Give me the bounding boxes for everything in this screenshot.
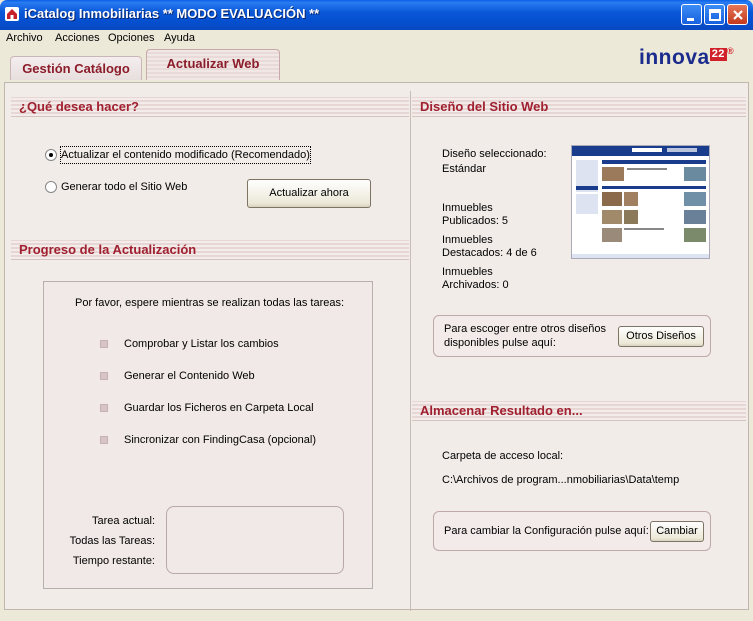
published-value: Publicados: 5: [442, 215, 509, 227]
archived-label: Inmuebles: [442, 266, 493, 278]
update-now-button[interactable]: Actualizar ahora: [247, 179, 371, 208]
window-title: iCatalog Inmobiliarias ** MODO EVALUACIÓN **: [24, 6, 320, 21]
change-config-text: Para cambiar la Configuración pulse aquí:: [444, 525, 649, 537]
remaining-time-label: Tiempo restante:: [72, 555, 155, 567]
design-selected-label: Diseño seleccionado:: [442, 148, 547, 160]
logo-badge: 22: [711, 48, 725, 60]
title-bar[interactable]: [0, 0, 753, 30]
maximize-button[interactable]: [704, 4, 725, 25]
option-all-label[interactable]: Generar todo el Sitio Web: [61, 181, 188, 193]
what-to-do-header: ¿Qué desea hacer?: [11, 97, 409, 117]
folder-label: Carpeta de acceso local:: [442, 450, 564, 462]
menu-acciones[interactable]: Acciones: [55, 32, 100, 44]
task-check-icon: [100, 340, 108, 348]
design-header: Diseño del Sitio Web: [412, 97, 746, 117]
task-check-icon: [100, 372, 108, 380]
featured-value: Destacados: 4 de 6: [442, 247, 537, 259]
logo-reg: ®: [726, 46, 735, 56]
close-button[interactable]: [727, 4, 748, 25]
house-icon: [4, 6, 20, 22]
design-thumbnail: [571, 145, 710, 259]
featured-label: Inmuebles: [442, 234, 493, 246]
task-label: Generar el Contenido Web: [124, 370, 255, 382]
change-button[interactable]: Cambiar: [650, 521, 704, 542]
other-designs-button[interactable]: Otros Diseños: [618, 326, 704, 347]
design-selected-value: Estándar: [442, 163, 487, 175]
other-designs-text-1: Para escoger entre otros diseños: [444, 323, 607, 335]
progress-box: [43, 281, 373, 589]
task-label: Guardar los Ficheros en Carpeta Local: [124, 402, 314, 414]
tab-strip: [0, 46, 753, 82]
menu-archivo[interactable]: Archivo: [6, 32, 43, 44]
change-config-box: [433, 511, 711, 551]
progress-header: Progreso de la Actualización: [11, 240, 409, 260]
logo-text: innova: [639, 46, 710, 69]
minimize-button[interactable]: [681, 4, 702, 25]
menu-bar: [0, 30, 753, 46]
option-modified-label[interactable]: Actualizar el contenido modificado (Recomendado): [61, 149, 310, 161]
other-designs-text-2: disponibles pulse aquí:: [444, 337, 556, 349]
folder-path: C:\Archivos de program...nmobiliarias\Data\temp: [442, 474, 680, 486]
published-label: Inmuebles: [442, 202, 493, 214]
innova-logo: [639, 46, 734, 72]
task-label: Comprobar y Listar los cambios: [124, 338, 279, 350]
tab-gestion-catalogo[interactable]: Gestión Catálogo: [10, 56, 142, 80]
task-label: Sincronizar con FindingCasa (opcional): [124, 434, 316, 446]
main-panel: [4, 82, 749, 610]
option-modified-row[interactable]: [45, 147, 345, 163]
all-tasks-label: Todas las Tareas:: [69, 535, 155, 547]
panel-divider: [410, 91, 411, 611]
progress-intro: Por favor, espere mientras se realizan todas las tareas:: [75, 297, 345, 309]
archived-value: Archivados: 0: [442, 279, 509, 291]
store-header: Almacenar Resultado en...: [412, 401, 746, 421]
other-designs-box: [433, 315, 711, 357]
task-check-icon: [100, 436, 108, 444]
tab-actualizar-web[interactable]: Actualizar Web: [146, 49, 280, 80]
menu-ayuda[interactable]: Ayuda: [164, 32, 195, 44]
option-modified-radio[interactable]: [45, 149, 57, 161]
current-task-label: Tarea actual:: [92, 515, 155, 527]
option-all-row[interactable]: [45, 179, 245, 195]
task-check-icon: [100, 404, 108, 412]
progress-status-box: [166, 506, 344, 574]
option-all-radio[interactable]: [45, 181, 57, 193]
menu-opciones[interactable]: Opciones: [108, 32, 155, 44]
